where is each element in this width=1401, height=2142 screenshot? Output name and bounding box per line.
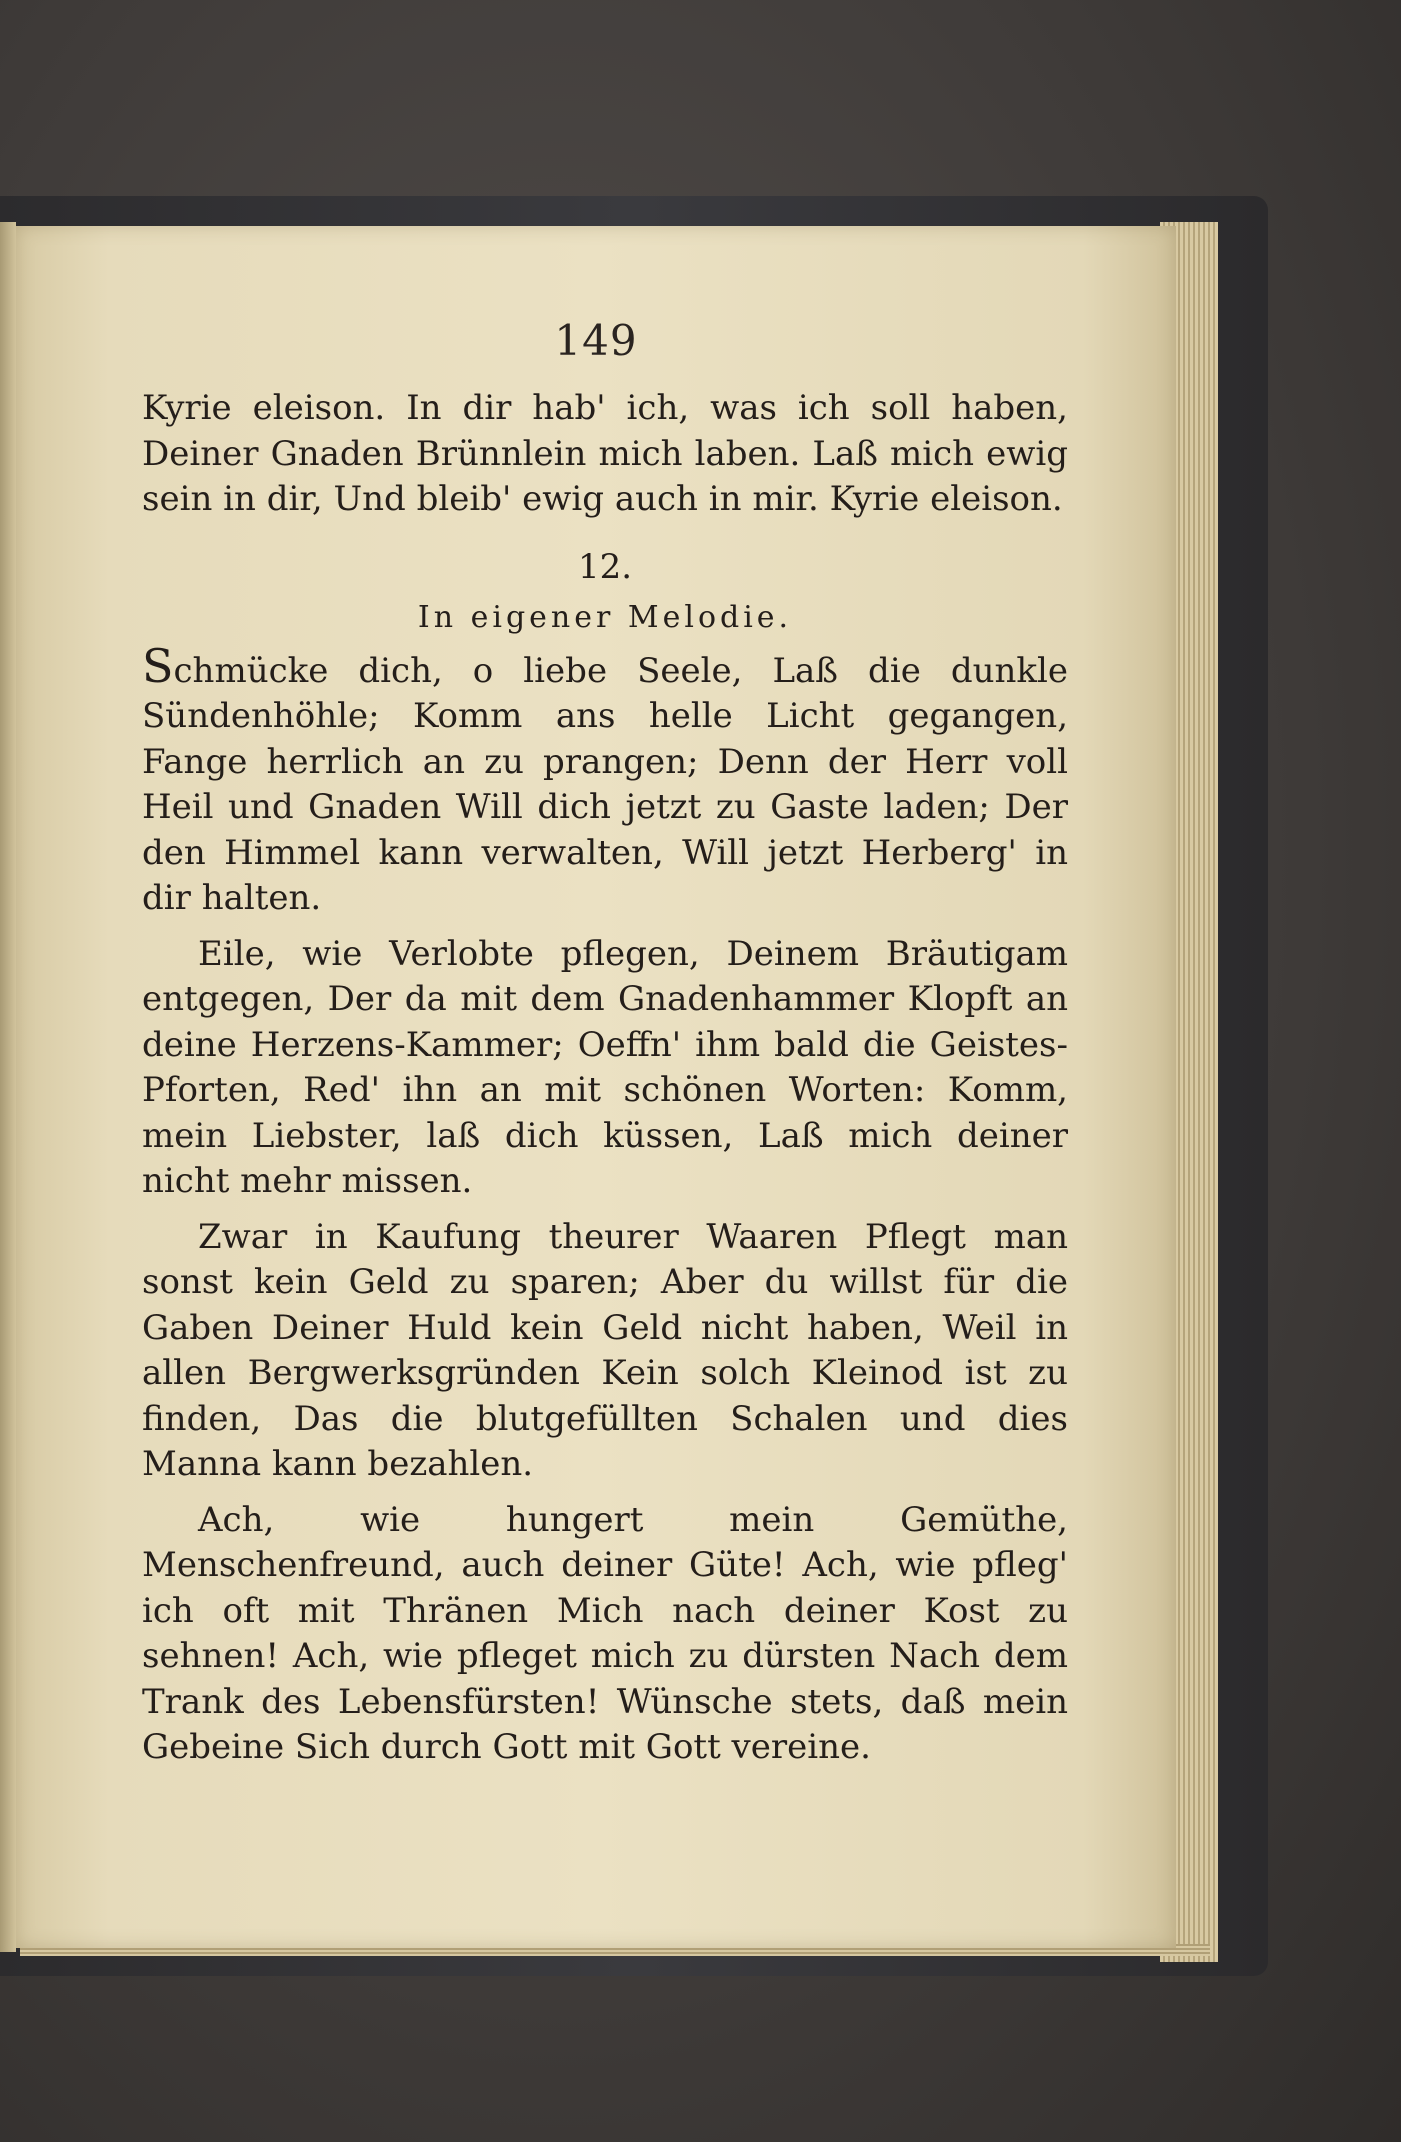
- hymn-verse-2: Eile, wie Verlobte pflegen, Deinem Bräutigam entgegen, Der da mit dem Gnadenhammer Klopft an deine Herzens-Kammer; Oeffn' ihm bald die Geistes-Pforten, Red' ihn an mit schönen Worten: Komm, mein Liebster, laß dich küssen, Laß mich deiner nicht mehr missen.: [142, 933, 1068, 1201]
- book-page: [16, 226, 1176, 1948]
- verse-gap: [142, 1488, 1068, 1498]
- verse-gap: [142, 922, 1068, 932]
- hymn-verse-4: Ach, wie hungert mein Gemüthe, Menschenfreund, auch deiner Güte! Ach, wie pfleg' ich oft mit Thränen Mich nach deiner Kost zu sehnen! Ach, wie pfleget mich zu dürsten Nach dem Trank des Lebensfürsten! Wünsche stets, daß mein Gebeine Sich durch Gott mit Gott vereine.: [142, 1499, 1068, 1767]
- verse-gap: [142, 1205, 1068, 1215]
- previous-hymn-ending: Kyrie eleison. In dir hab' ich, was ich soll haben, Deiner Gnaden Brünnlein mich laben. Laß mich ewig sein in dir, Und bleib' ewig auch in mir. Kyrie eleison.: [142, 388, 1068, 519]
- hymn-verse-1-text: chmücke dich, o liebe Seele, Laß die dunkle Sündenhöhle; Komm ans helle Licht gegangen, Fange herrlich an zu prangen; Denn der Herr voll Heil und Gnaden Will dich jetzt zu Gaste laden; Der den Himmel kann verwalten, Will jetzt Herberg' in dir halten.: [142, 650, 1068, 918]
- hymn-verse-1: [142, 638, 1068, 922]
- hymn-melody: In eigener Melodie.: [417, 599, 793, 635]
- previous-page-sliver: [0, 222, 16, 1952]
- page-text: [142, 386, 1068, 1771]
- hymn-verse-3: Zwar in Kaufung theurer Waaren Pflegt man sonst kein Geld zu sparen; Aber du willst für die Gaben Deiner Huld kein Geld nicht haben, Weil in allen Bergwerksgründen Kein solch Kleinod ist zu finden, Das die blutgefüllten Schalen und dies Manna kann bezahlen.: [142, 1216, 1068, 1484]
- page-number: 149: [554, 316, 638, 365]
- hymn-number: 12.: [577, 546, 633, 587]
- hymn-initial-letter: S: [142, 638, 174, 693]
